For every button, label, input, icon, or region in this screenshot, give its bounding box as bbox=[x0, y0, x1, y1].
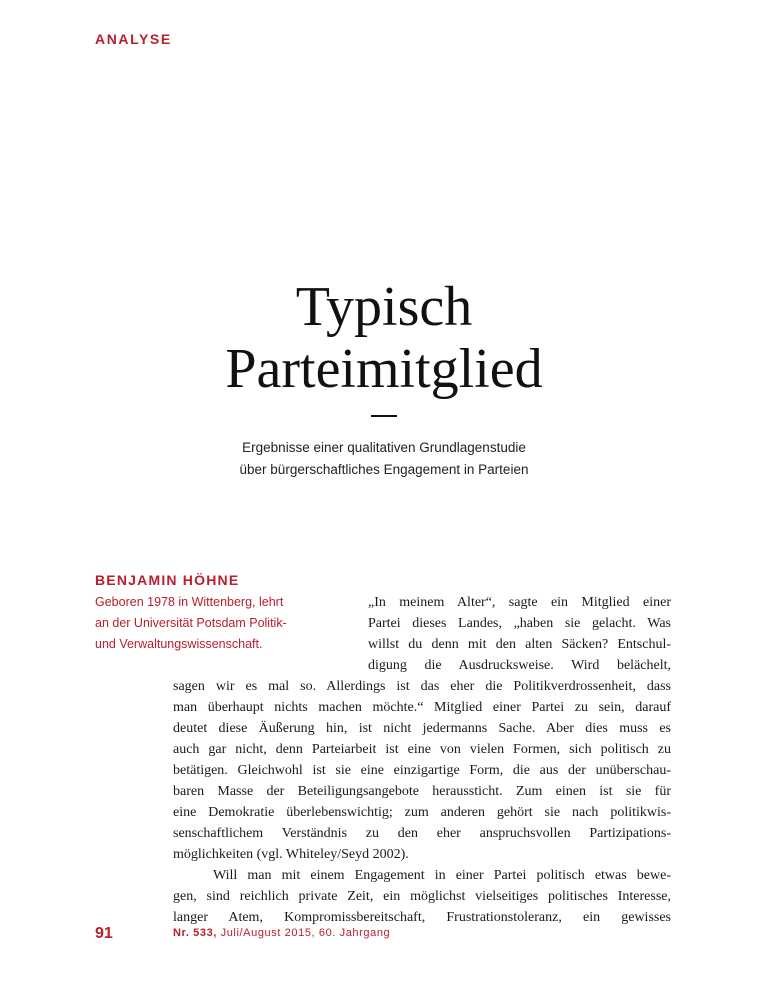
body-line: baren Masse der Beteiligungsangebote heraussticht. Zum einen ist sie für bbox=[173, 784, 671, 799]
title-line-2: Parteimitglied bbox=[225, 338, 543, 400]
body-line: man überhaupt nichts machen möchte.“ Mitglied einer Partei zu sein, darauf bbox=[173, 700, 671, 715]
body-line: auch gar nicht, denn Parteiarbeit ist eine von vielen Formen, sich politisch zu bbox=[173, 742, 671, 757]
body-line: möglichkeiten (vgl. Whiteley/Seyd 2002). bbox=[173, 847, 409, 862]
article-title bbox=[0, 276, 768, 400]
body-line: langer Atem, Kompromissbereitschaft, Frustrationstoleranz, ein gewisses bbox=[173, 910, 671, 925]
article-subtitle bbox=[0, 437, 768, 481]
title-line-1: Typisch bbox=[295, 276, 473, 338]
body-line: betätigen. Gleichwohl ist sie eine einzigartige Form, die aus der unüberschau- bbox=[173, 763, 671, 778]
body-line: senschaftlichem Verständnis zu den eher anspruchsvollen Partizipations- bbox=[173, 826, 671, 841]
subtitle-line-2: über bürgerschaftliches Engagement in Parteien bbox=[239, 462, 529, 477]
body-line: willst du denn mit den alten Säcken? Entschul- bbox=[368, 637, 671, 652]
subtitle-line-1: Ergebnisse einer qualitativen Grundlagenstudie bbox=[242, 440, 526, 455]
body-line: deutet diese Äußerung hin, ist nicht jedermanns Sache. Aber dies muss es bbox=[173, 721, 671, 736]
page-number: 91 bbox=[95, 925, 113, 942]
title-divider bbox=[371, 415, 397, 417]
body-line: „In meinem Alter“, sagte ein Mitglied einer bbox=[368, 595, 671, 610]
author-name: BENJAMIN HÖHNE bbox=[95, 572, 240, 588]
body-line: digung die Ausdrucksweise. Wird belächelt, bbox=[368, 658, 671, 673]
section-label: ANALYSE bbox=[95, 31, 172, 47]
body-line: Will man mit einem Engagement in einer Partei politisch etwas bewe- bbox=[213, 868, 671, 883]
author-bio-line: und Verwaltungswissenschaft. bbox=[95, 637, 263, 651]
issue-number: Nr. 533, bbox=[173, 927, 217, 939]
author-bio bbox=[95, 592, 345, 655]
body-line: eine Demokratie überlebenswichtig; zum anderen gehört sie nach politikwis- bbox=[173, 805, 671, 820]
body-line: Partei dieses Landes, „haben sie gelacht. Was bbox=[368, 616, 671, 631]
body-line: gen, sind reichlich private Zeit, ein möglichst vielseitiges politisches Interesse, bbox=[173, 889, 671, 904]
author-bio-line: Geboren 1978 in Wittenberg, lehrt bbox=[95, 595, 284, 609]
issue-info bbox=[173, 927, 390, 939]
author-bio-line: an der Universität Potsdam Politik- bbox=[95, 616, 287, 630]
issue-details: Juli/August 2015, 60. Jahrgang bbox=[220, 927, 391, 939]
body-line: sagen wir es mal so. Allerdings ist das eher die Politikverdrossenheit, dass bbox=[173, 679, 671, 694]
